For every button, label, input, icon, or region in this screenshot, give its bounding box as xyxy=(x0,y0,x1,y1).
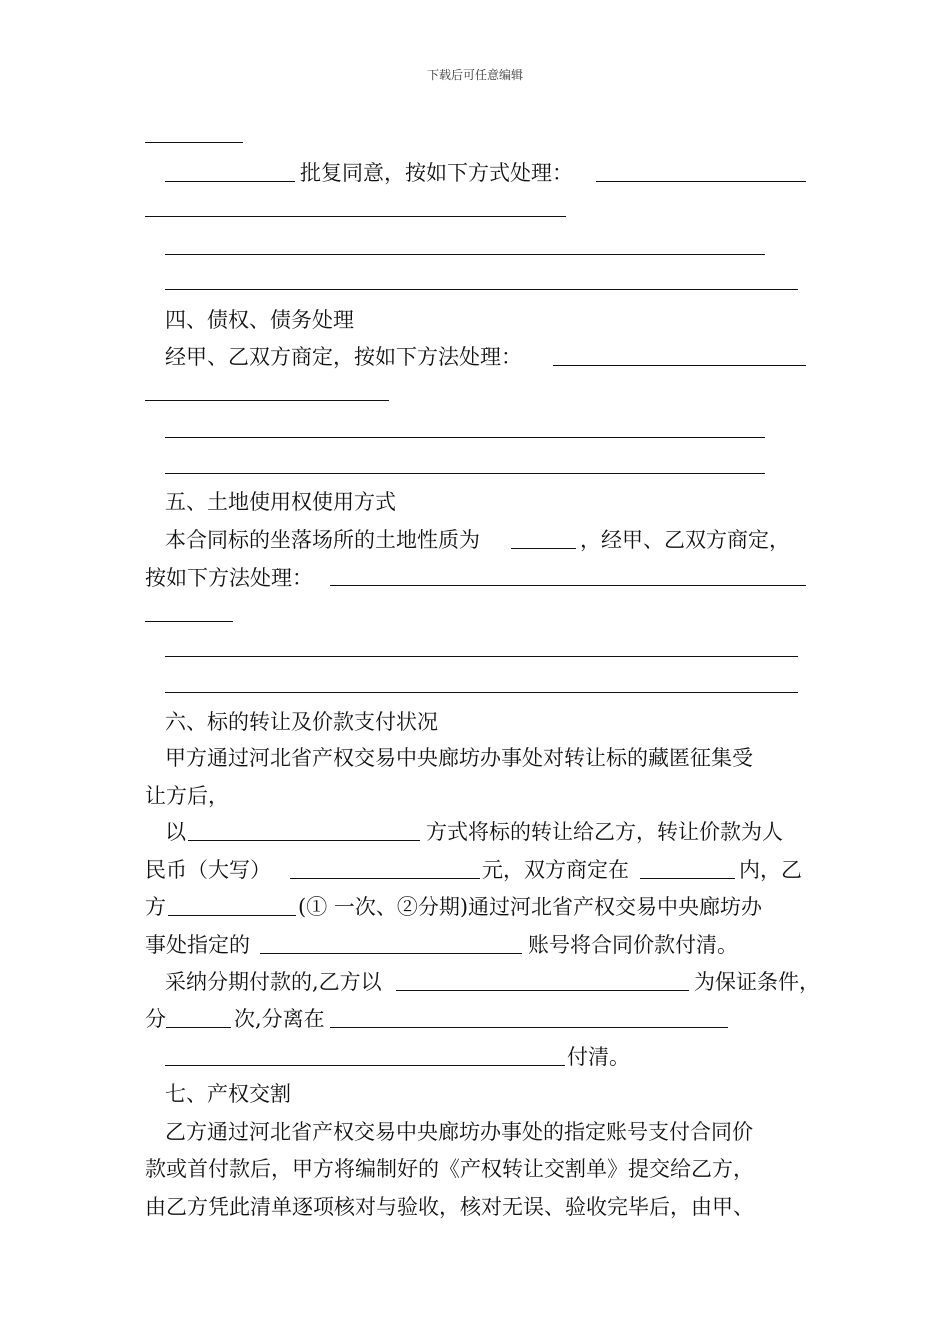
section-6-text: 采纳分期付款的,乙方以 xyxy=(165,970,382,994)
section-6-text: 让方后， xyxy=(145,784,229,808)
section-5-text-c: 按如下方法处理： xyxy=(145,566,313,590)
blank-line xyxy=(145,142,243,143)
section-7-text: 由乙方凭此清单逐项核对与验收，核对无误、验收完毕后，由甲、 xyxy=(145,1195,754,1219)
blank-line xyxy=(166,1027,231,1028)
section-6-text: 方式将标的转让给乙方，转让价款为人 xyxy=(426,820,783,844)
blank-line xyxy=(145,621,233,622)
section-7-text: 乙方通过河北省产权交易中央廊坊办事处的指定账号支付合同价 xyxy=(165,1120,753,1144)
section-5-text-b: ，经甲、乙双方商定， xyxy=(580,528,790,552)
section-5-text-a: 本合同标的坐落场所的土地性质为 xyxy=(165,528,480,552)
blank-line xyxy=(165,656,798,657)
blank-line xyxy=(165,473,765,474)
section-6-text: (① 一次、②分期)通过河北省产权交易中央廊坊办 xyxy=(298,895,763,919)
section-6-text: 为保证条件， xyxy=(694,970,820,994)
section-6-text: 以 xyxy=(165,820,186,844)
blank-line xyxy=(511,548,576,549)
blank-line xyxy=(290,878,480,879)
blank-line xyxy=(168,915,296,916)
blank-line xyxy=(596,181,806,182)
section-5-heading: 五、土地使用权使用方式 xyxy=(165,490,396,514)
blank-line xyxy=(165,437,765,438)
section-4-text: 经甲、乙双方商定，按如下方法处理： xyxy=(165,345,522,369)
section-6-text: 方 xyxy=(145,895,166,919)
blank-line xyxy=(396,990,689,991)
blank-line xyxy=(145,216,566,217)
blank-line xyxy=(165,181,295,182)
section-6-text: 付清。 xyxy=(567,1045,630,1069)
blank-line xyxy=(165,289,798,290)
blank-line xyxy=(330,1027,728,1028)
blank-line xyxy=(165,254,765,255)
section-6-text: 元，双方商定在 xyxy=(482,858,629,882)
section-6-heading: 六、标的转让及价款支付状况 xyxy=(165,710,438,734)
approval-line: 批复同意，按如下方式处理： xyxy=(300,161,573,185)
blank-line xyxy=(260,953,522,954)
section-6-text: 民币（大写） xyxy=(145,858,271,882)
section-6-text: 甲方通过河北省产权交易中央廊坊办事处对转让标的藏匿征集受 xyxy=(165,746,753,770)
section-6-text: 次,分离在 xyxy=(234,1007,325,1031)
section-7-text: 款或首付款后，甲方将编制好的《产权转让交割单》提交给乙方， xyxy=(145,1157,754,1181)
blank-line xyxy=(553,365,806,366)
blank-line xyxy=(640,878,735,879)
section-6-text: 内，乙 xyxy=(739,858,802,882)
section-7-heading: 七、产权交割 xyxy=(165,1082,291,1106)
section-6-text: 分 xyxy=(145,1007,166,1031)
page-header-note: 下载后可任意编辑 xyxy=(426,68,523,82)
section-6-text: 账号将合同价款付清。 xyxy=(528,933,738,957)
blank-line xyxy=(145,400,389,401)
blank-line xyxy=(165,692,798,693)
section-6-text: 事处指定的 xyxy=(145,933,250,957)
blank-line xyxy=(165,1065,565,1066)
section-4-heading: 四、债权、债务处理 xyxy=(165,308,354,332)
blank-line xyxy=(330,585,806,586)
blank-line xyxy=(188,840,420,841)
